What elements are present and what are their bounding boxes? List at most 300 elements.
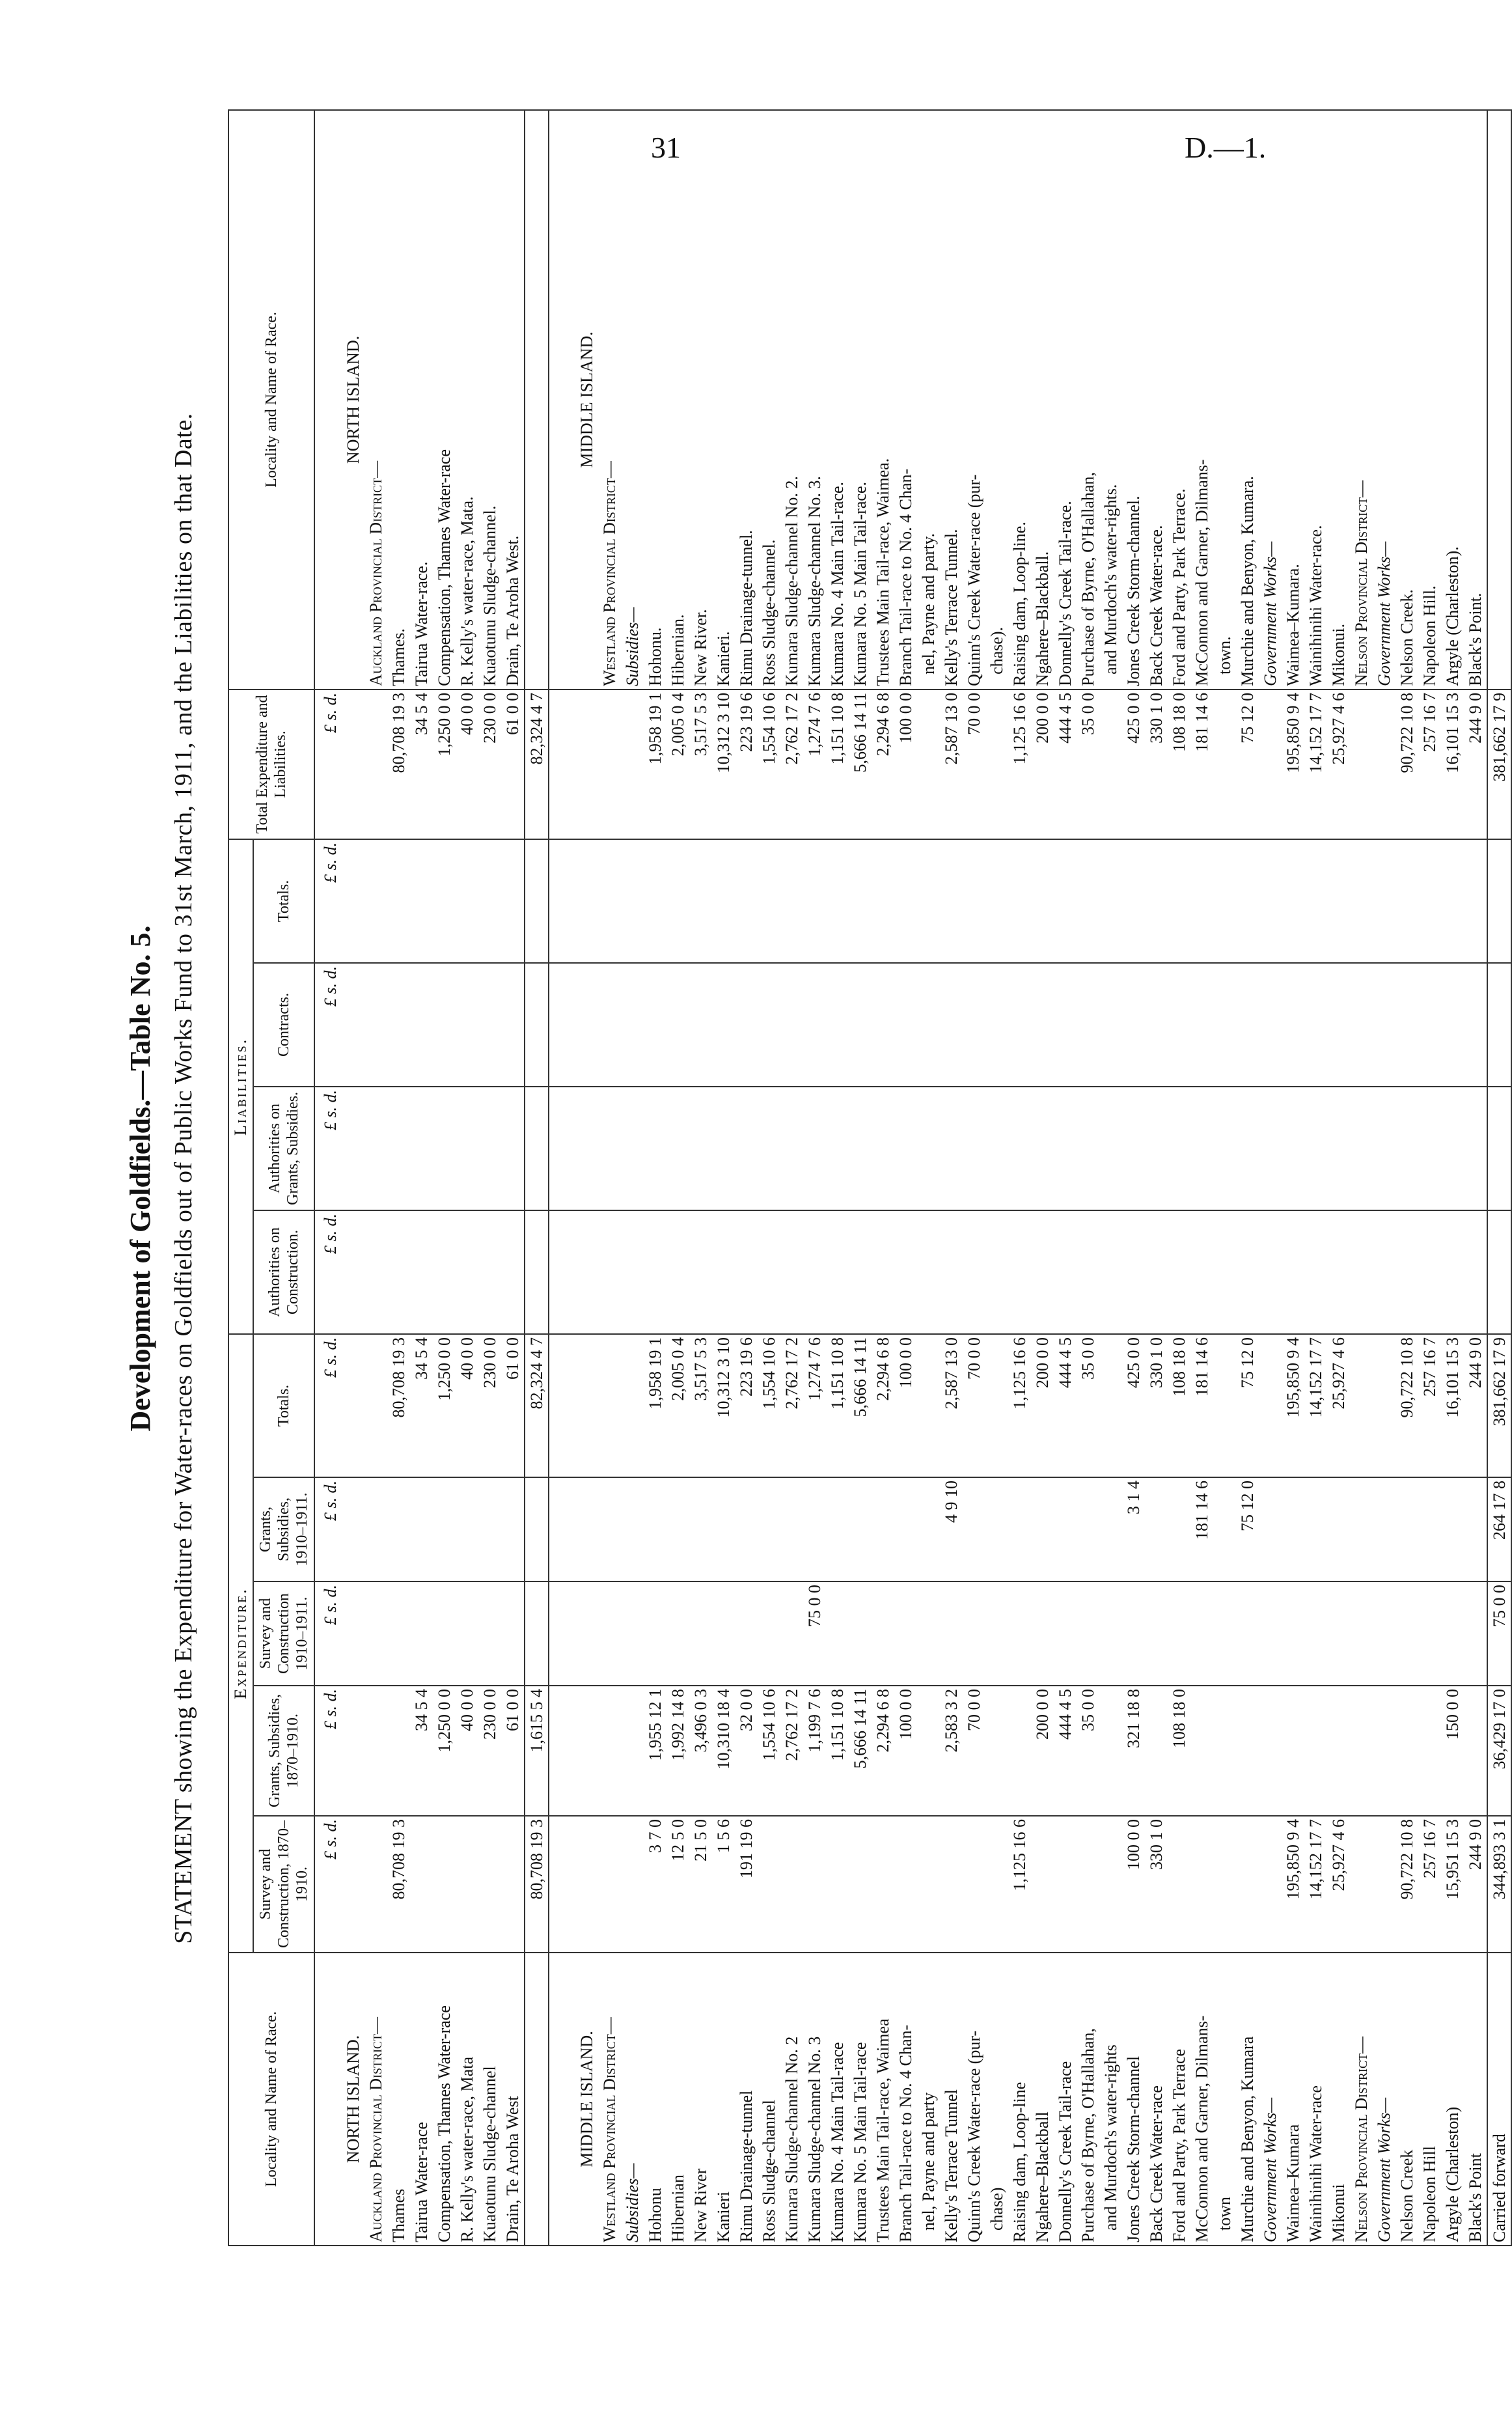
value-cell: 70 0 0 bbox=[963, 1686, 985, 1816]
value-cell: 2,294 6 8 bbox=[872, 1686, 894, 1816]
spacer-cell bbox=[549, 963, 575, 1087]
value-cell: 381,662 17 9 bbox=[1487, 1334, 1511, 1477]
liability-cell bbox=[872, 1087, 894, 1210]
liability-cell bbox=[894, 839, 917, 963]
total-cell: 1,274 7 6 bbox=[803, 689, 826, 839]
liability-cell bbox=[433, 839, 456, 963]
value-cell bbox=[1031, 1477, 1054, 1581]
value-cell bbox=[364, 1686, 387, 1816]
liability-cell bbox=[1190, 1087, 1213, 1210]
value-cell: 2,294 6 8 bbox=[872, 1334, 894, 1477]
value-cell: 444 4 5 bbox=[1054, 1686, 1077, 1816]
value-cell bbox=[1304, 1581, 1327, 1686]
value-cell bbox=[1031, 1581, 1054, 1686]
locality-right-cell: Branch Tail-race to No. 4 Chan- bbox=[894, 110, 917, 689]
table-row bbox=[644, 110, 667, 2246]
liability-cell bbox=[849, 963, 872, 1087]
liability-cell bbox=[433, 963, 456, 1087]
liability-cell bbox=[940, 963, 963, 1087]
value-cell bbox=[1304, 1686, 1327, 1816]
value-cell: 1,250 0 0 bbox=[433, 1686, 456, 1816]
value-cell: 1,151 10 8 bbox=[826, 1686, 849, 1816]
table-row bbox=[985, 110, 1008, 2246]
value-cell: 108 18 0 bbox=[1168, 1686, 1190, 1816]
value-cell: 100 0 0 bbox=[1122, 1816, 1145, 1953]
value-cell bbox=[1213, 1581, 1236, 1686]
value-cell bbox=[387, 1686, 410, 1816]
value-cell bbox=[1441, 1477, 1464, 1581]
table-title: Development of Goldfields.—Table No. 5. bbox=[124, 925, 156, 1432]
locality-cell: chase) bbox=[985, 1953, 1008, 2246]
liability-cell bbox=[1122, 1087, 1145, 1210]
value-cell bbox=[1464, 1581, 1487, 1686]
total-cell: 444 4 5 bbox=[1054, 689, 1077, 839]
value-cell: 181 14 6 bbox=[1190, 1477, 1213, 1581]
value-cell bbox=[1259, 1581, 1282, 1686]
value-cell bbox=[963, 1581, 985, 1686]
liability-cell bbox=[1441, 1210, 1464, 1334]
value-cell: 75 0 0 bbox=[1487, 1581, 1511, 1686]
locality-right-cell: chase). bbox=[985, 110, 1008, 689]
value-cell bbox=[1099, 1816, 1122, 1953]
value-cell: 344,893 3 1 bbox=[1487, 1816, 1511, 1953]
value-cell: 3,517 5 3 bbox=[689, 1334, 712, 1477]
locality-cell: Napoleon Hill bbox=[1418, 1953, 1441, 2246]
liability-cell bbox=[1418, 1087, 1441, 1210]
value-cell: 108 18 0 bbox=[1168, 1334, 1190, 1477]
liability-cell bbox=[575, 963, 598, 1087]
value-cell bbox=[1008, 1581, 1031, 1686]
value-cell: 1,274 7 6 bbox=[803, 1334, 826, 1477]
value-cell: 195,850 9 4 bbox=[1282, 1816, 1304, 1953]
liability-cell bbox=[985, 1210, 1008, 1334]
table-row bbox=[1213, 110, 1236, 2246]
liability-cell bbox=[410, 963, 433, 1087]
total-cell bbox=[1213, 689, 1236, 839]
liability-cell bbox=[1236, 1087, 1259, 1210]
value-cell bbox=[410, 1816, 433, 1953]
liability-cell bbox=[501, 839, 525, 963]
value-cell: 61 0 0 bbox=[501, 1686, 525, 1816]
liability-cell bbox=[644, 1087, 667, 1210]
units-cell: £ s. d. bbox=[314, 1816, 342, 1953]
total-cell: 34 5 4 bbox=[410, 689, 433, 839]
liability-cell bbox=[1190, 963, 1213, 1087]
header-liability-totals: Totals. bbox=[253, 839, 314, 963]
total-cell: 195,850 9 4 bbox=[1282, 689, 1304, 839]
liability-cell bbox=[1054, 1087, 1077, 1210]
value-cell: 15,951 15 3 bbox=[1441, 1816, 1464, 1953]
value-cell bbox=[1190, 1581, 1213, 1686]
header-liabilities: Liabilities. bbox=[228, 839, 253, 1334]
value-cell: 40 0 0 bbox=[456, 1334, 478, 1477]
total-cell: 2,294 6 8 bbox=[872, 689, 894, 839]
value-cell bbox=[1099, 1686, 1122, 1816]
table-row bbox=[689, 110, 712, 2246]
liability-cell bbox=[456, 1210, 478, 1334]
liability-cell bbox=[1031, 1210, 1054, 1334]
value-cell bbox=[803, 1477, 826, 1581]
value-cell: 200 0 0 bbox=[1031, 1334, 1054, 1477]
header-totals: Totals. bbox=[253, 1334, 314, 1477]
liability-cell bbox=[758, 963, 780, 1087]
value-cell: 425 0 0 bbox=[1122, 1334, 1145, 1477]
value-cell bbox=[985, 1581, 1008, 1686]
value-cell bbox=[1236, 1816, 1259, 1953]
value-cell: 2,587 13 0 bbox=[940, 1334, 963, 1477]
locality-cell bbox=[525, 1953, 549, 2246]
value-cell bbox=[1236, 1581, 1259, 1686]
value-cell bbox=[1373, 1816, 1395, 1953]
liability-cell bbox=[1418, 963, 1441, 1087]
liability-cell bbox=[387, 1087, 410, 1210]
table-row bbox=[894, 110, 917, 2246]
liability-cell bbox=[1213, 1087, 1236, 1210]
liability-cell bbox=[985, 839, 1008, 963]
liability-cell bbox=[621, 1210, 644, 1334]
value-cell bbox=[1350, 1816, 1373, 1953]
value-cell: 150 0 0 bbox=[1441, 1686, 1464, 1816]
liability-cell bbox=[410, 1087, 433, 1210]
value-cell bbox=[1236, 1686, 1259, 1816]
locality-cell: Hohonu bbox=[644, 1953, 667, 2246]
value-cell: 230 0 0 bbox=[478, 1686, 501, 1816]
value-cell bbox=[826, 1816, 849, 1953]
liability-cell bbox=[1464, 1210, 1487, 1334]
value-cell: 80,708 19 3 bbox=[525, 1816, 549, 1953]
value-cell: 34 5 4 bbox=[410, 1686, 433, 1816]
total-cell: 40 0 0 bbox=[456, 689, 478, 839]
table-subtitle: STATEMENT showing the Expenditure for Water-races on Goldfields out of Public Works Fund to 31st March, 1911, and the Liabilities on that Date. bbox=[170, 413, 197, 1944]
value-cell: 321 18 8 bbox=[1122, 1686, 1145, 1816]
value-cell: 90,722 10 8 bbox=[1395, 1334, 1418, 1477]
liability-cell bbox=[1282, 1087, 1304, 1210]
locality-cell: Ngahere–Blackball bbox=[1031, 1953, 1054, 2246]
locality-cell: Thames bbox=[387, 1953, 410, 2246]
value-cell: 1,955 12 1 bbox=[644, 1686, 667, 1816]
value-cell bbox=[1395, 1477, 1418, 1581]
liability-cell bbox=[525, 963, 549, 1087]
liability-cell bbox=[689, 1087, 712, 1210]
value-cell bbox=[667, 1477, 689, 1581]
value-cell bbox=[525, 1477, 549, 1581]
value-cell bbox=[364, 1816, 387, 1953]
value-cell bbox=[803, 1816, 826, 1953]
table-row bbox=[1373, 110, 1395, 2246]
value-cell bbox=[575, 1477, 598, 1581]
liability-cell bbox=[940, 839, 963, 963]
value-cell bbox=[1259, 1477, 1282, 1581]
liability-cell bbox=[598, 839, 621, 963]
value-cell bbox=[826, 1477, 849, 1581]
liability-cell bbox=[872, 963, 894, 1087]
value-cell: 264 17 8 bbox=[1487, 1477, 1511, 1581]
table-row bbox=[342, 110, 364, 2246]
liability-cell bbox=[1236, 963, 1259, 1087]
locality-right-cell: R. Kelly's water-race, Mata. bbox=[456, 110, 478, 689]
locality-right-cell: Hibernian. bbox=[667, 110, 689, 689]
locality-right-cell: NORTH ISLAND. bbox=[342, 110, 364, 689]
value-cell: 14,152 17 7 bbox=[1304, 1334, 1327, 1477]
table-row bbox=[1282, 110, 1304, 2246]
value-cell bbox=[1327, 1477, 1350, 1581]
liability-cell bbox=[894, 963, 917, 1087]
liability-cell bbox=[1008, 839, 1031, 963]
spacer-cell bbox=[549, 1953, 575, 2246]
table-body bbox=[314, 110, 1511, 2246]
liability-cell bbox=[894, 1087, 917, 1210]
liability-cell bbox=[1031, 839, 1054, 963]
liability-cell bbox=[1077, 1087, 1099, 1210]
header-locality-right: Locality and Name of Race. bbox=[228, 110, 314, 689]
locality-cell: Government Works— bbox=[1373, 1953, 1395, 2246]
value-cell: 40 0 0 bbox=[456, 1686, 478, 1816]
liability-cell bbox=[387, 839, 410, 963]
total-cell bbox=[1099, 689, 1122, 839]
value-cell bbox=[621, 1816, 644, 1953]
liability-cell bbox=[849, 1210, 872, 1334]
value-cell bbox=[1395, 1581, 1418, 1686]
liability-cell bbox=[1259, 839, 1282, 963]
header-survey: Survey and Construction, 1870–1910. bbox=[253, 1816, 314, 1953]
value-cell: 75 12 0 bbox=[1236, 1334, 1259, 1477]
liability-cell bbox=[1304, 1087, 1327, 1210]
liability-cell bbox=[1213, 839, 1236, 963]
locality-cell: and Murdoch's water-rights bbox=[1099, 1953, 1122, 2246]
value-cell bbox=[1054, 1477, 1077, 1581]
total-cell: 1,958 19 1 bbox=[644, 689, 667, 839]
locality-cell: Drain, Te Aroha West bbox=[501, 1953, 525, 2246]
liability-cell bbox=[501, 963, 525, 1087]
table-row bbox=[849, 110, 872, 2246]
total-cell: 90,722 10 8 bbox=[1395, 689, 1418, 839]
value-cell bbox=[758, 1816, 780, 1953]
value-cell bbox=[1054, 1816, 1077, 1953]
value-cell: 5,666 14 11 bbox=[849, 1334, 872, 1477]
locality-cell: Kumara No. 4 Main Tail-race bbox=[826, 1953, 849, 2246]
liability-cell bbox=[917, 963, 940, 1087]
value-cell: 100 0 0 bbox=[894, 1686, 917, 1816]
table-row bbox=[940, 110, 963, 2246]
liability-cell bbox=[1487, 1210, 1511, 1334]
total-cell: 223 19 6 bbox=[735, 689, 758, 839]
value-cell: 90,722 10 8 bbox=[1395, 1816, 1418, 1953]
value-cell bbox=[894, 1816, 917, 1953]
table-row bbox=[456, 110, 478, 2246]
locality-right-cell: Compensation, Thames Water-race bbox=[433, 110, 456, 689]
liability-cell bbox=[667, 1087, 689, 1210]
units-cell bbox=[314, 110, 342, 689]
value-cell: 2,762 17 2 bbox=[780, 1334, 803, 1477]
locality-right-cell: Kumara Sludge-channel No. 3. bbox=[803, 110, 826, 689]
table-row bbox=[917, 110, 940, 2246]
value-cell bbox=[525, 1581, 549, 1686]
value-cell bbox=[1282, 1581, 1304, 1686]
liability-cell bbox=[387, 1210, 410, 1334]
value-cell: 100 0 0 bbox=[894, 1334, 917, 1477]
liability-cell bbox=[917, 1210, 940, 1334]
locality-right-cell: Ford and Party, Park Terrace. bbox=[1168, 110, 1190, 689]
locality-cell: Raising dam, Loop-line bbox=[1008, 1953, 1031, 2246]
value-cell bbox=[712, 1581, 735, 1686]
liability-cell bbox=[644, 839, 667, 963]
value-cell bbox=[342, 1581, 364, 1686]
locality-right-cell: New River. bbox=[689, 110, 712, 689]
liability-cell bbox=[1441, 839, 1464, 963]
liability-cell bbox=[712, 839, 735, 963]
liability-cell bbox=[803, 1210, 826, 1334]
locality-cell: Nelson Creek bbox=[1395, 1953, 1418, 2246]
liability-cell bbox=[917, 1087, 940, 1210]
table-row bbox=[501, 110, 525, 2246]
value-cell: 21 5 0 bbox=[689, 1816, 712, 1953]
liability-cell bbox=[456, 963, 478, 1087]
liability-cell bbox=[667, 839, 689, 963]
value-cell bbox=[985, 1686, 1008, 1816]
locality-cell: Carried forward bbox=[1487, 1953, 1511, 2246]
value-cell bbox=[1350, 1334, 1373, 1477]
liability-cell bbox=[387, 963, 410, 1087]
liability-cell bbox=[575, 839, 598, 963]
liability-cell bbox=[1487, 1087, 1511, 1210]
table-row bbox=[963, 110, 985, 2246]
value-cell: 82,324 4 7 bbox=[525, 1334, 549, 1477]
table-row bbox=[598, 110, 621, 2246]
table-row bbox=[735, 110, 758, 2246]
value-cell: 70 0 0 bbox=[963, 1334, 985, 1477]
locality-right-cell: Ngahere–Blackball. bbox=[1031, 110, 1054, 689]
total-cell: 2,762 17 2 bbox=[780, 689, 803, 839]
liability-cell bbox=[1236, 839, 1259, 963]
value-cell bbox=[667, 1581, 689, 1686]
liability-cell bbox=[826, 839, 849, 963]
locality-cell: Waimea–Kumara bbox=[1282, 1953, 1304, 2246]
liability-cell bbox=[849, 1087, 872, 1210]
total-cell: 181 14 6 bbox=[1190, 689, 1213, 839]
value-cell: 34 5 4 bbox=[410, 1334, 433, 1477]
total-cell: 75 12 0 bbox=[1236, 689, 1259, 839]
total-cell bbox=[575, 689, 598, 839]
total-cell: 61 0 0 bbox=[501, 689, 525, 839]
value-cell bbox=[894, 1581, 917, 1686]
liability-cell bbox=[456, 839, 478, 963]
value-cell: 1,250 0 0 bbox=[433, 1334, 456, 1477]
locality-right-cell: Kumara Sludge-channel No. 2. bbox=[780, 110, 803, 689]
liability-cell bbox=[758, 839, 780, 963]
table-row bbox=[1487, 110, 1511, 2246]
liability-cell bbox=[1373, 1210, 1395, 1334]
value-cell: 32 0 0 bbox=[735, 1686, 758, 1816]
value-cell bbox=[1145, 1477, 1168, 1581]
spacer-cell bbox=[549, 1334, 575, 1477]
liability-cell bbox=[644, 963, 667, 1087]
locality-cell: New River bbox=[689, 1953, 712, 2246]
value-cell: 5,666 14 11 bbox=[849, 1686, 872, 1816]
units-cell: £ s. d. bbox=[314, 1581, 342, 1686]
total-cell: 82,324 4 7 bbox=[525, 689, 549, 839]
value-cell: 1,992 14 8 bbox=[667, 1686, 689, 1816]
value-cell: 3 1 4 bbox=[1122, 1477, 1145, 1581]
locality-cell: Westland Provincial District— bbox=[598, 1953, 621, 2246]
value-cell bbox=[1418, 1686, 1441, 1816]
value-cell: 1,125 16 6 bbox=[1008, 1334, 1031, 1477]
liability-cell bbox=[598, 1210, 621, 1334]
value-cell: 1,554 10 6 bbox=[758, 1686, 780, 1816]
locality-right-cell: MIDDLE ISLAND. bbox=[575, 110, 598, 689]
liability-cell bbox=[1304, 1210, 1327, 1334]
value-cell bbox=[1418, 1581, 1441, 1686]
locality-right-cell: Trustees Main Tail-race, Waimea. bbox=[872, 110, 894, 689]
value-cell bbox=[1464, 1477, 1487, 1581]
value-cell bbox=[342, 1334, 364, 1477]
value-cell bbox=[644, 1477, 667, 1581]
expenditure-table bbox=[228, 109, 1512, 2246]
liability-cell bbox=[1213, 1210, 1236, 1334]
total-cell bbox=[598, 689, 621, 839]
value-cell: 2,762 17 2 bbox=[780, 1686, 803, 1816]
liability-cell bbox=[1145, 1087, 1168, 1210]
liability-cell bbox=[1441, 1087, 1464, 1210]
liability-cell bbox=[872, 1210, 894, 1334]
liability-cell bbox=[1304, 839, 1327, 963]
liability-cell bbox=[1099, 1087, 1122, 1210]
value-cell bbox=[985, 1816, 1008, 1953]
value-cell bbox=[598, 1816, 621, 1953]
value-cell bbox=[621, 1686, 644, 1816]
liability-cell bbox=[1373, 1087, 1395, 1210]
locality-cell: Mikonui bbox=[1327, 1953, 1350, 2246]
value-cell bbox=[1350, 1581, 1373, 1686]
spacer-cell bbox=[549, 1686, 575, 1816]
liability-cell bbox=[735, 963, 758, 1087]
liability-cell bbox=[621, 839, 644, 963]
value-cell bbox=[1054, 1581, 1077, 1686]
value-cell bbox=[712, 1477, 735, 1581]
table-row bbox=[575, 110, 598, 2246]
table-row bbox=[803, 110, 826, 2246]
locality-cell: Auckland Provincial District— bbox=[364, 1953, 387, 2246]
units-cell: £ s. d. bbox=[314, 963, 342, 1087]
locality-right-cell: Government Works— bbox=[1259, 110, 1282, 689]
locality-cell: Trustees Main Tail-race, Waimea bbox=[872, 1953, 894, 2246]
liability-cell bbox=[1395, 1087, 1418, 1210]
liability-cell bbox=[456, 1087, 478, 1210]
table-row bbox=[1259, 110, 1282, 2246]
value-cell bbox=[780, 1477, 803, 1581]
total-cell: 3,517 5 3 bbox=[689, 689, 712, 839]
value-cell: 200 0 0 bbox=[1031, 1686, 1054, 1816]
value-cell bbox=[1464, 1686, 1487, 1816]
value-cell bbox=[1259, 1816, 1282, 1953]
value-cell bbox=[456, 1581, 478, 1686]
liability-cell bbox=[1464, 839, 1487, 963]
liability-cell bbox=[917, 839, 940, 963]
value-cell: 257 16 7 bbox=[1418, 1334, 1441, 1477]
value-cell bbox=[1418, 1477, 1441, 1581]
liability-cell bbox=[780, 963, 803, 1087]
liability-cell bbox=[342, 1087, 364, 1210]
liability-cell bbox=[1054, 1210, 1077, 1334]
value-cell bbox=[917, 1816, 940, 1953]
value-cell: 444 4 5 bbox=[1054, 1334, 1077, 1477]
liability-cell bbox=[525, 1087, 549, 1210]
units-cell: £ s. d. bbox=[314, 839, 342, 963]
total-cell bbox=[364, 689, 387, 839]
total-cell: 257 16 7 bbox=[1418, 689, 1441, 839]
locality-right-cell: McConnon and Garner, Dilmans- bbox=[1190, 110, 1213, 689]
liability-cell bbox=[1190, 839, 1213, 963]
liability-cell bbox=[575, 1087, 598, 1210]
